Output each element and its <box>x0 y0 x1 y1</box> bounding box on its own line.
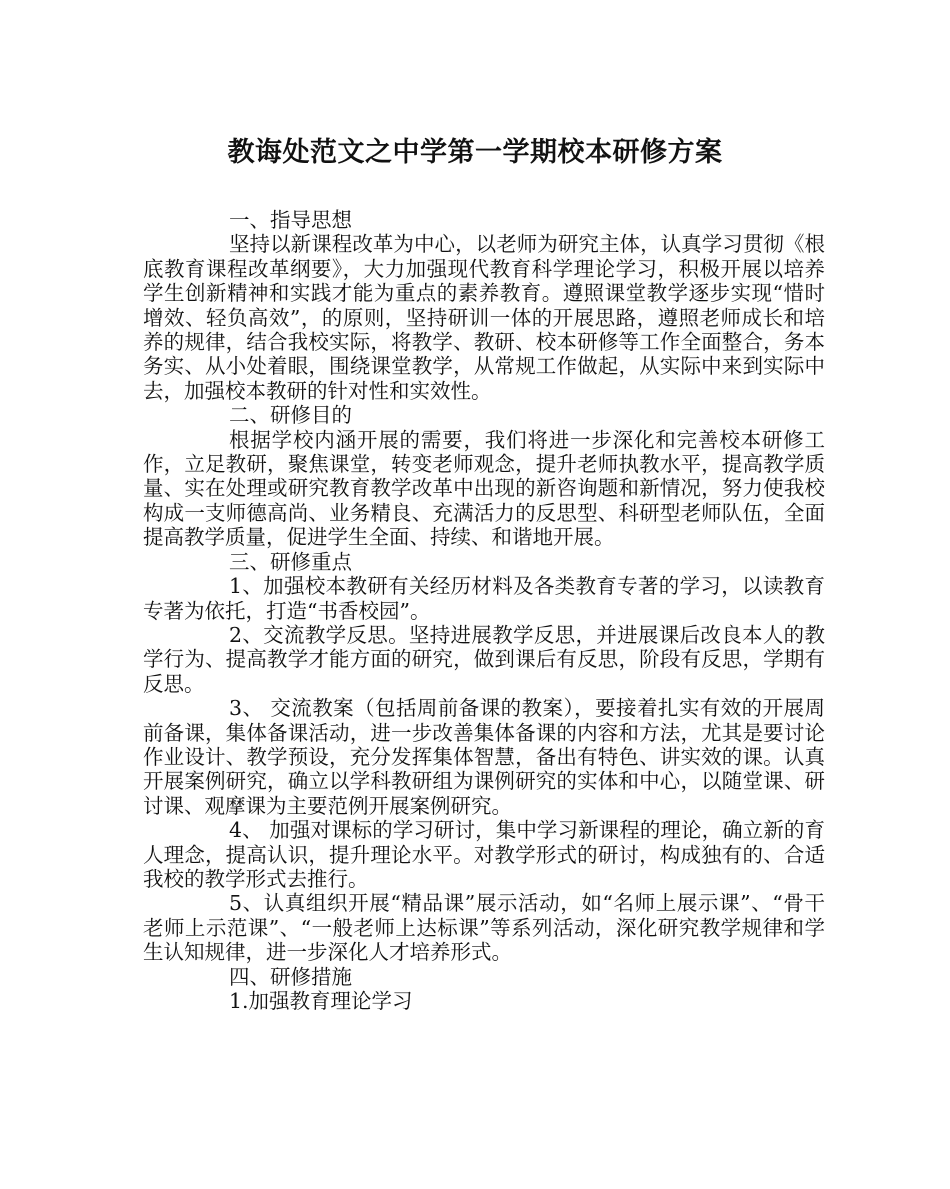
focus-item-5: 5、认真组织开展“精品课”展示活动，如“名师上展示课”、“骨干老师上示范课”、“一般老师上达标课”等系列活动，深化研究教学规律和学生认知规律，进一步深化人才培养形式。 <box>143 891 825 965</box>
section-heading-guiding-thought: 一、指导思想 <box>229 208 352 232</box>
section-heading-research-purpose: 二、研修目的 <box>229 403 352 428</box>
measure-item-1: 1.加强教育理论学习 <box>229 989 413 1013</box>
focus-item-3: 3、 交流教案（包括周前备课的教案），要接着扎实有效的开展周前备课，集体备课活动，进一步改善集体备课的内容和方法，尤其是要讨论作业设计、教学预设，充分发挥集体智慧，备出有特色、讲实效的课。认真开展案例研究，确立以学科教研组为课例研究的实体和中心，以随堂课、研讨课、观摩课为主要范例开展案例研究。 <box>143 696 825 818</box>
paragraph-research-purpose: 根据学校内涵开展的需要，我们将进一步深化和完善校本研修工作，立足教研，聚焦课堂，转变老师观念，提升老师执教水平，提高教学质量、实在处理或研究教育教学改革中出现的新咨询题和新情况，努力使我校构成一支师德高尚、业务精良、充满活力的反思型、科研型老师队伍，全面提高教学质量，促进学生全面、持续、和谐地开展。 <box>143 427 825 550</box>
paragraph-guiding-thought: 坚持以新课程改革为中心，以老师为研究主体，认真学习贯彻《根底教育课程改革纲要》，大力加强现代教育科学理论学习，积极开展以培养学生创新精神和实践才能为重点的素养教育。遵照课堂教学逐步实现“惜时增效、轻负高效”，的原则，坚持研训一体的开展思路，遵照老师成长和培养的规律，结合我校实际，将教学、教研、校本研修等工作全面整合，务本务实、从小处着眼，围绕课堂教学，从常规工作做起，从实际中来到实际中去，加强校本教研的针对性和实效性。 <box>143 232 825 403</box>
section-heading-research-focus: 三、研修重点 <box>229 549 352 574</box>
section-heading-research-measures: 四、研修措施 <box>229 964 352 989</box>
document-title: 教诲处范文之中学第一学期校本研修方案 <box>227 137 723 168</box>
focus-item-4: 4、 加强对课标的学习研讨，集中学习新课程的理论，确立新的育人理念，提高认识，提升理论水平。对教学形式的研讨，构成独有的、合适我校的教学形式去推行。 <box>143 818 825 891</box>
focus-item-2: 2、交流教学反思。坚持进展教学反思，并进展课后改良本人的教学行为、提高教学才能方面的研究，做到课后有反思，阶段有反思，学期有反思。 <box>143 622 825 696</box>
document-body <box>143 208 825 1013</box>
focus-item-1: 1、加强校本教研有关经历材料及各类教育专著的学习，以读教育专著为依托，打造“书香校园”。 <box>143 574 825 623</box>
